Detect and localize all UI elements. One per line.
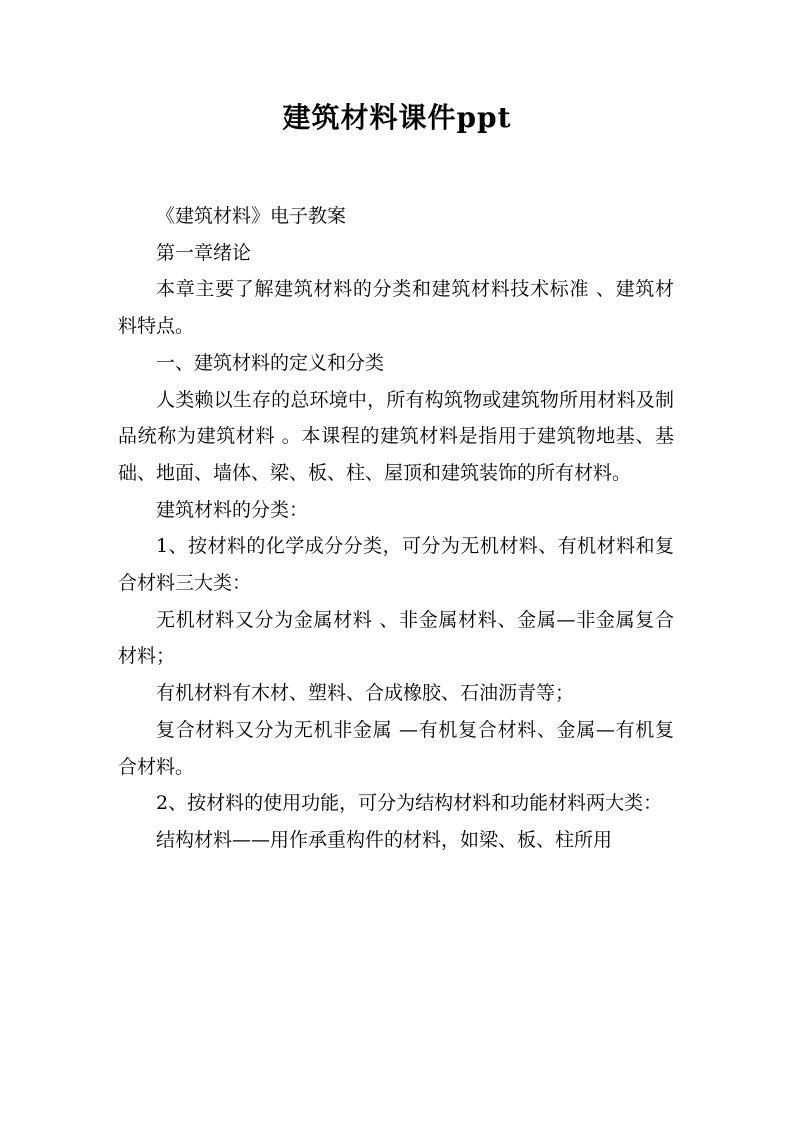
paragraph-section-heading: 一、建筑材料的定义和分类 xyxy=(156,351,385,374)
paragraph-classification-1: 1、按材料的化学成分分类，可分为无机材料、有机材料和复合材料三大类： xyxy=(118,535,674,595)
paragraph-organic: 有机材料有木材、塑料、合成橡胶、石油沥青等； xyxy=(156,682,575,705)
paragraph-subtitle: 《建筑材料》电子教案 xyxy=(156,205,347,227)
paragraph-structural: 结构材料——用作承重构件的材料，如梁、板、柱所用 xyxy=(156,828,613,851)
document-body xyxy=(118,198,674,859)
paragraph-classification-2: 2、按材料的使用功能，可分为结构材料和功能材料两大类： xyxy=(156,792,663,815)
paragraph-composite: 复合材料又分为无机非金属 —有机复合材料、金属—有机复合材料。 xyxy=(118,718,674,778)
paragraph-classification-heading: 建筑材料的分类： xyxy=(156,498,309,521)
paragraph-definition: 人类赖以生存的总环境中，所有构筑物或建筑物所用材料及制品统称为建筑材料 。本课程的建筑材料是指用于建筑物地基、基础、地面、墙体、梁、板、柱、屋顶和建筑装饰的所有材料。 xyxy=(118,388,674,484)
document-title: 建筑材料课件ppt xyxy=(282,101,512,134)
paragraph-chapter-intro: 本章主要了解建筑材料的分类和建筑材料技术标准 、建筑材料特点。 xyxy=(118,278,674,338)
paragraph-chapter-heading: 第一章绪论 xyxy=(156,241,252,264)
paragraph-inorganic: 无机材料又分为金属材料 、非金属材料、金属—非金属复合材料； xyxy=(118,608,674,668)
